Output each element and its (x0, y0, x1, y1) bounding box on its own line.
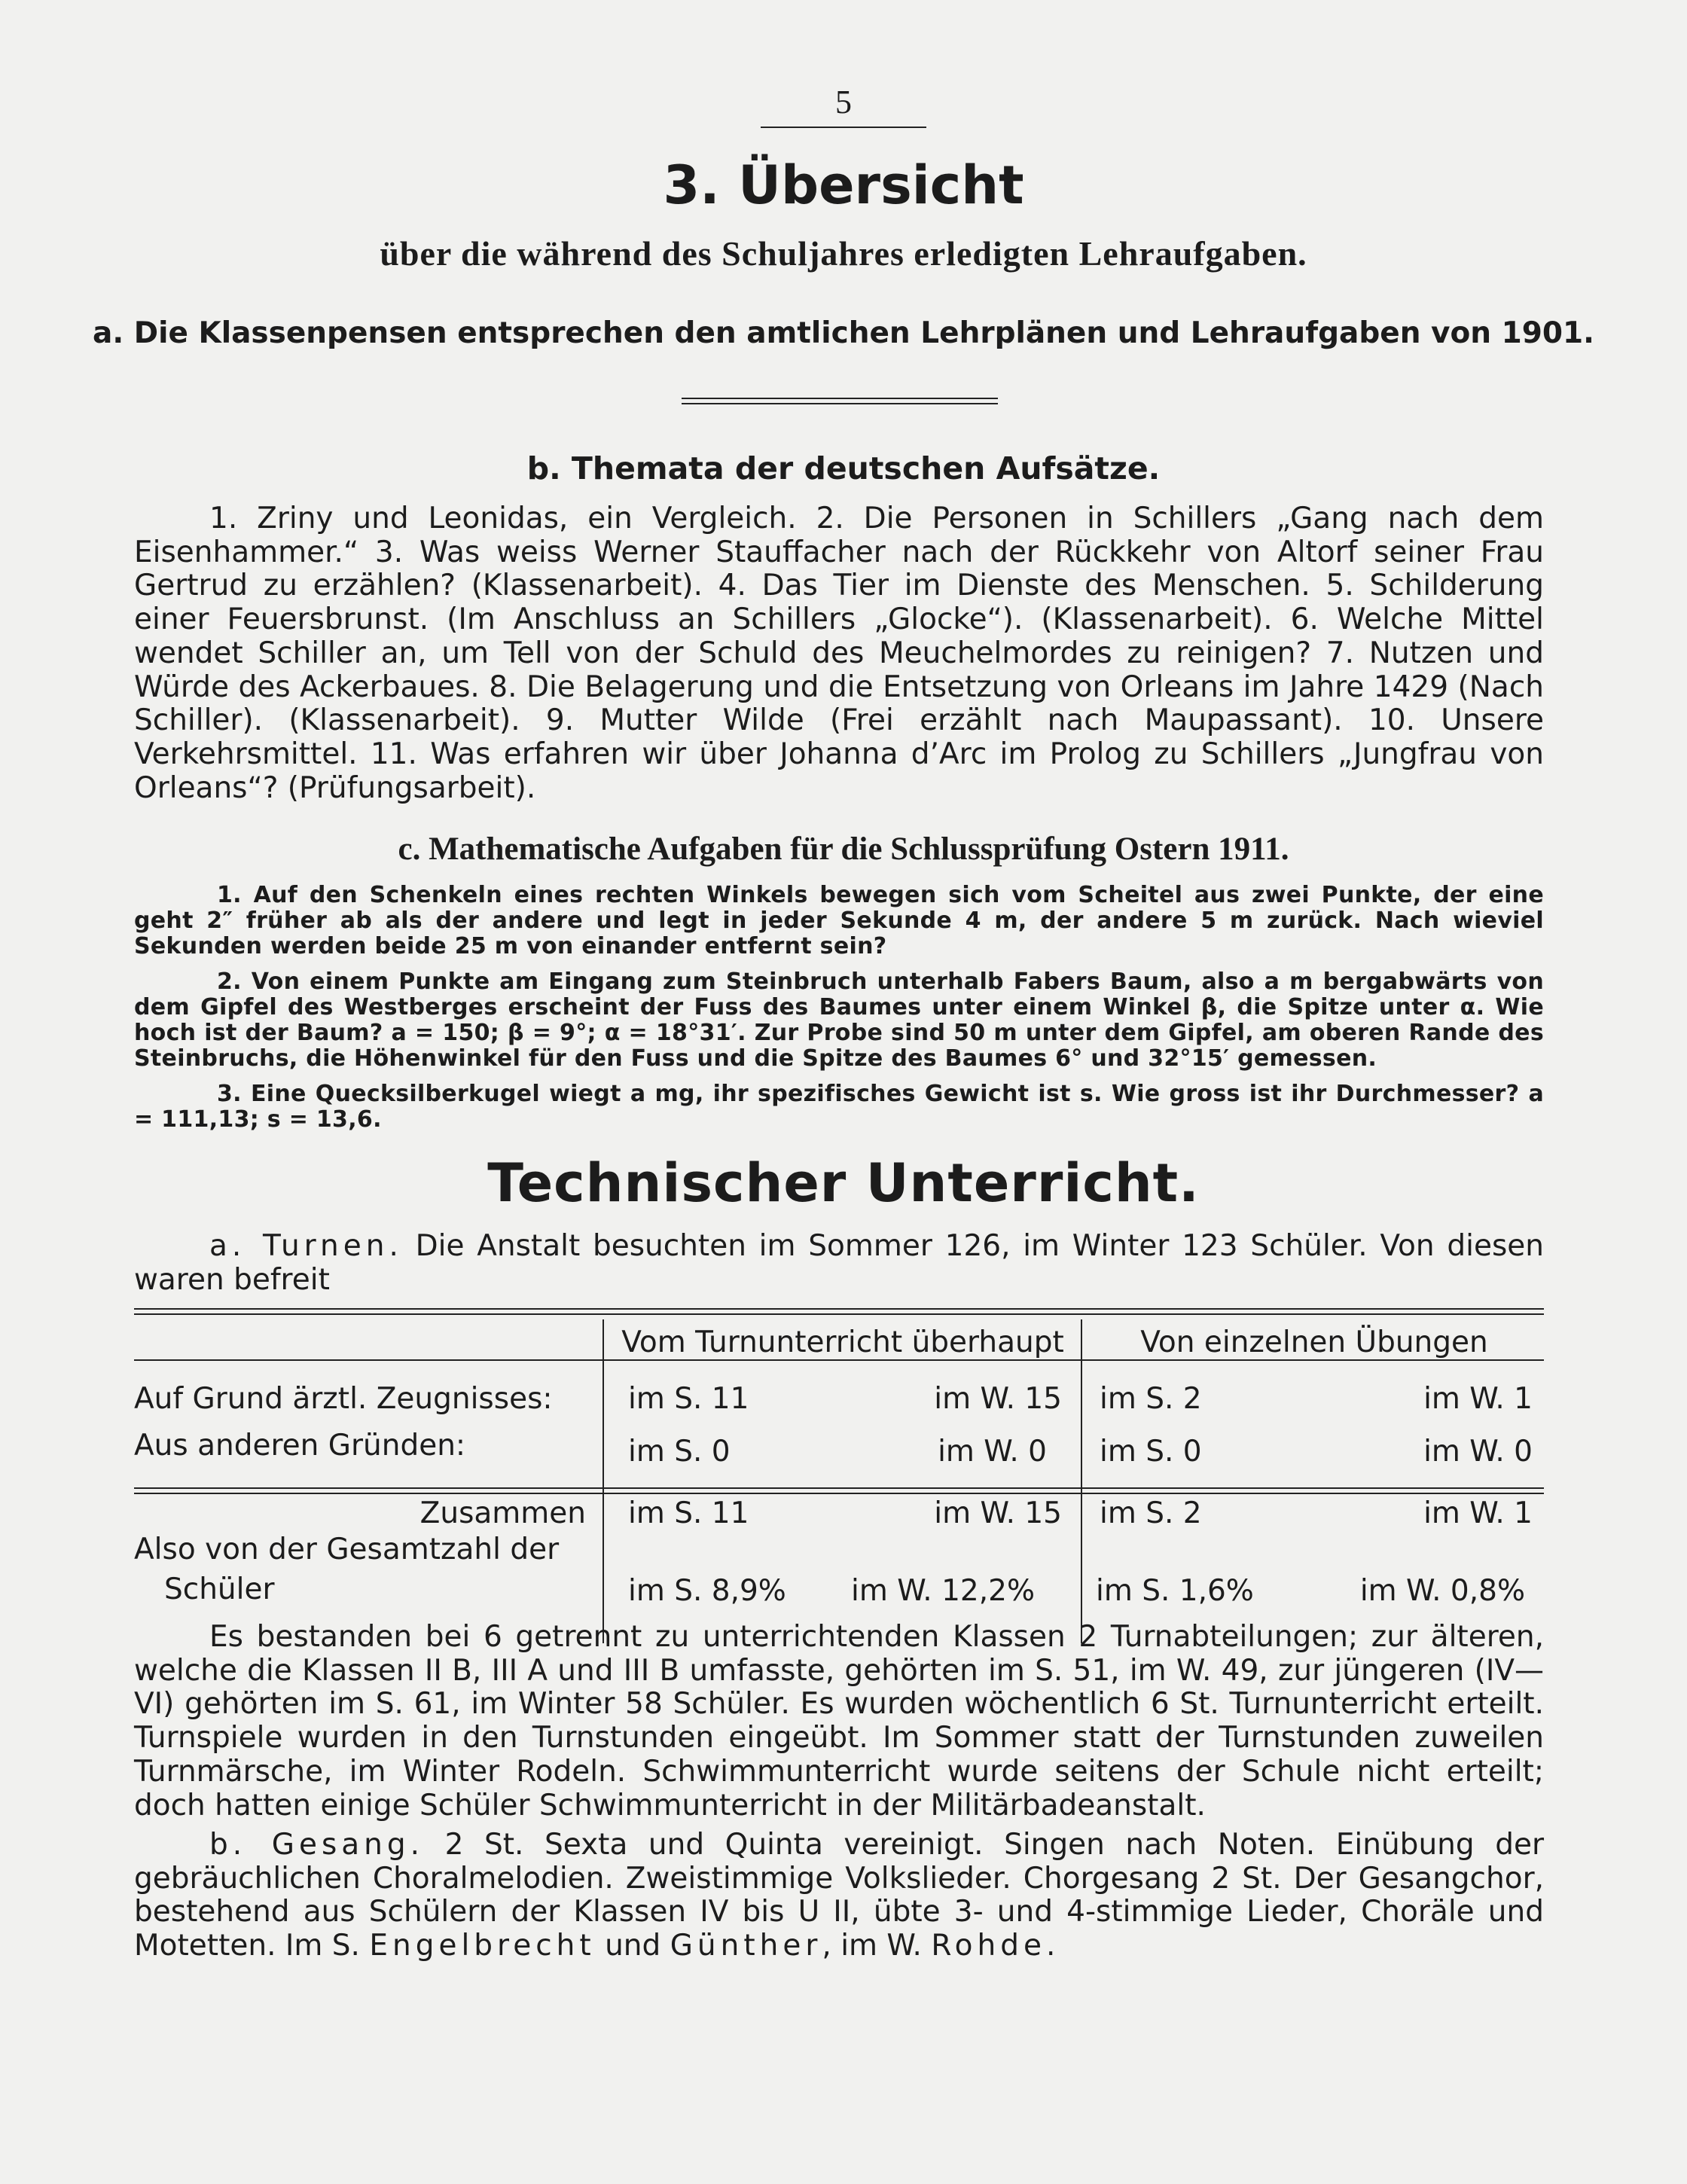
table-divider (1081, 1319, 1082, 1643)
page-number-rule (761, 127, 926, 128)
table-divider (602, 1319, 604, 1643)
teacher-name: Günther (670, 1929, 822, 1963)
page-number: 5 (835, 84, 852, 120)
table-rule (134, 1359, 1544, 1361)
section-a-text: a. Die Klassenpensen entsprechen den amtlichen Lehrplänen und Lehraufgaben von 1901. (93, 316, 1594, 350)
section-heading: 3. Übersicht (663, 154, 1024, 216)
col-header-partial: Von einzelnen Übungen (1140, 1325, 1488, 1359)
table-rule (134, 1487, 1544, 1489)
essay-topics-text: 1. Zriny und Leonidas, ein Vergleich. 2. Die Personen in Schillers „Gang nach dem Eisenhammer.“ 3. Was weiss Werner Stauffacher nach der Rückkehr von Altorf seiner Frau Gertrud zu erzählen? (Klassenarbeit). 4. Das Tier im Dienste des Menschen. 5. Schilderung einer Feuersbrunst. (Im Anschluss an Schillers „Glocke“). (Klassenarbeit). 6. Welche Mittel wendet Schiller an, um Tell von der Schuld des Meuchelmordes zu reinigen? 7. Nutzen und Würde des Ackerbaues. 8. Die Belagerung und die Entsetzung von Orleans im Jahre 1429 (Nach Schiller). (Klassenarbeit). 9. Mutter Wilde (Frei erzählt nach Maupassant). 10. Unsere Verkehrsmittel. 11. Was erfahren wir über Johanna d’Arc im Prolog zu Schillers „Jungfrau von Orleans“? (Prüfungsarbeit). (134, 502, 1544, 805)
gesang-label: b. Gesang. (209, 1828, 425, 1862)
table-rule (134, 1308, 1544, 1310)
turnen-paragraph: Es bestanden bei 6 getrennt zu unterrichtenden Klassen 2 Turnabteilungen; zur älteren, welche die Klassen II B, III A und III B umfasste, gehörten im S. 51, im W. 49, zur jüngeren (IV—VI) gehörten im S. 61, im Winter 58 Schüler. Es wurden wöchentlich 6 St. Turnunterricht erteilt. Turnspiele wurden in den Turnstunden eingeübt. Im Sommer statt der Turnstunden zuweilen Turnmärsche, im Winter Rodeln. Schwimmunterricht wurde seitens der Schule nicht erteilt; doch hatten einige Schüler Schwimmunterricht in der Militärbadeanstalt. (134, 1620, 1544, 1823)
section-subheading: über die während des Schuljahres erledigten Lehraufgaben. (380, 234, 1307, 273)
technischer-unterricht-heading: Technischer Unterricht. (487, 1152, 1200, 1214)
essay-topics-paragraph (134, 502, 1544, 805)
turnen-intro-paragraph: a. Turnen. Die Anstalt besuchten im Sommer 126, im Winter 123 Schüler. Von diesen waren befreit (134, 1229, 1544, 1297)
table-rule (134, 1313, 1544, 1315)
math-task-3: 3. Eine Quecksilberkugel wiegt a mg, ihr spezifisches Gewicht ist s. Wie gross ist ihr Durchmesser? a = 111,13; s = 13,6. (134, 1081, 1544, 1133)
section-b-heading: b. Themata der deutschen Aufsätze. (526, 450, 1161, 487)
double-rule-top (682, 398, 998, 399)
col-header-overall: Vom Turnunterricht überhaupt (621, 1325, 1064, 1359)
math-task-2: 2. Von einem Punkte am Eingang zum Steinbruch unterhalb Fabers Baum, also a m bergabwärts von dem Gipfel des Westberges erscheint der Fuss des Baumes unter einem Winkel β, die Spitze unter α. Wie hoch ist der Baum? a = 150; β = 9°; α = 18°31′. Zur Probe sind 50 m unter dem Gipfel, am oberen Rande des Steinbruchs, die Höhenwinkel für den Fuss und die Spitze des Baumes 6° und 32°15′ gemessen. (134, 968, 1544, 1072)
table-rule (134, 1493, 1544, 1494)
teacher-name: Engelbrecht (369, 1929, 596, 1963)
math-task-1: 1. Auf den Schenkeln eines rechten Winkels bewegen sich vom Scheitel aus zwei Punkte, der eine geht 2″ früher ab als der andere und legt in jeder Sekunde 4 m, der andere 5 m zurück. Nach wieviel Sekunden werden beide 25 m von einander entfernt sein? (134, 882, 1544, 959)
document-page: 5 3. Übersicht über die während des Schuljahres erledigten Lehraufgaben. a. Die Klassenpensen entsprechen den amtlichen Lehrplänen und Lehraufgaben von 1901. b. Themata der deutschen Aufsätze. 1. Zriny und Leonidas, ein Vergleich. 2. Die Personen in Schillers „Gang nach dem Eisenhammer.“ 3. Was weiss Werner Stauffacher nach der Rückkehr von Altorf seiner Frau Gertrud zu erzählen? (Klassenarbeit). 4. Das Tier im Dienste des Menschen. 5. Schilderung einer Feuersbrunst. (Im Anschluss an Schillers „Glocke“). (Klassenarbeit). 6. Welche Mittel wendet Schiller an, um Tell von der Schuld des Meuchelmordes zu reinigen? 7. Nutzen und Würde des Ackerbaues. 8. Die Belagerung und die Entsetzung von Orleans im Jahre 1429 (Nach Schiller). (Klassenarbeit). 9. Mutter Wilde (Frei erzählt nach Maupassant). 10. Unsere Verkehrsmittel. 11. Was erfahren wir über Johanna d’Arc im Prolog zu Schillers „Jungfrau von Orleans“? (Prüfungsarbeit). c. Mathematische Aufgaben für die Schlussprüfung Ostern 1911. 1. Auf den Schenkeln eines rechten Winkels bewegen sich vom Scheitel aus zwei Punkte, der eine geht 2″ früher ab als der andere und legt in jeder Sekunde 4 m, der andere 5 m zurück. Nach wieviel Sekunden werden beide 25 m von einander entfernt sein? 2. Von einem Punkte am Eingang zum Steinbruch unterhalb Fabers Baum, also a m bergabwärts von dem Gipfel des Westberges erscheint der Fuss des Baumes unter einem Winkel β, die Spitze unter α. Wie hoch ist der Baum? a = 150; β = 9°; α = 18°31′. Zur Probe sind 50 m unter dem Gipfel, am oberen Rande des Steinbruchs, die Höhenwinkel für den Fuss und die Spitze des Baumes 6° und 32°15′ gemessen. 3. Eine Quecksilberkugel wiegt a mg, ihr spezifisches Gewicht ist s. Wie gross ist ihr Durchmesser? a = 111,13; s = 13,6. Technischer Unterricht. a. Turnen. Die Anstalt besuchten im Sommer 126, im Winter 123 Schüler. Von diesen waren befreit Vom Turnunterricht überhaupt Von einzelnen Übungen Auf Grund ärztl. Zeugnisses: im S. 11 im W. 15 im S. 2 im W. 1 Aus anderen Gründen: im S. 0 im W. 0 im S. 0 im W. 0 Zusammen im S. 11 im W. 15 im S. 2 im W. 1 Also von der Gesamtzahl der Schüler im S. 8,9% im W. 12,2% im S. 1,6% im W. 0,8% Es bestanden bei 6 getrennt zu unterrichtenden Klassen 2 Turnabteilungen; zur älteren, welche die Klassen II B, III A und III B umfasste, gehörten im S. 51, im W. 49, zur jüngeren (IV—VI) gehörten im S. 61, im Winter 58 Schüler. Es wurden wöchentlich 6 St. Turnunterricht erteilt. Turnspiele wurden in den Turnstunden eingeübt. Im Sommer statt der Turnstunden zuweilen Turnmärsche, im Winter Rodeln. Schwimmunterricht wurde seitens der Schule nicht erteilt; doch hatten einige Schüler Schwimmunterricht in der Militärbadeanstalt. b. Gesang. 2 St. Sexta und Quinta vereinigt. Singen nach Noten. Einübung der gebräuchlichen Choralmelodien. Zweistimmige Volkslieder. Chorgesang 2 St. Der Gesangchor, bestehend aus Schülern der Klassen IV bis U II, übte 3- und 4-stimmige Lieder, Choräle und Motetten. Im S. Engelbrecht und Günther, im W. Rohde. (0, 0, 1687, 2184)
turnen-label: a. Turnen. (209, 1229, 403, 1263)
double-rule-bottom (682, 403, 998, 404)
teacher-name: Rohde (931, 1929, 1046, 1963)
section-c-heading: c. Mathematische Aufgaben für die Schlussprüfung Ostern 1911. (398, 831, 1289, 867)
gesang-paragraph: b. Gesang. 2 St. Sexta und Quinta vereinigt. Singen nach Noten. Einübung der gebräuchlichen Choralmelodien. Zweistimmige Volkslieder. Chorgesang 2 St. Der Gesangchor, bestehend aus Schülern der Klassen IV bis U II, übte 3- und 4-stimmige Lieder, Choräle und Motetten. Im S. Engelbrecht und Günther, im W. Rohde. (134, 1828, 1544, 1963)
